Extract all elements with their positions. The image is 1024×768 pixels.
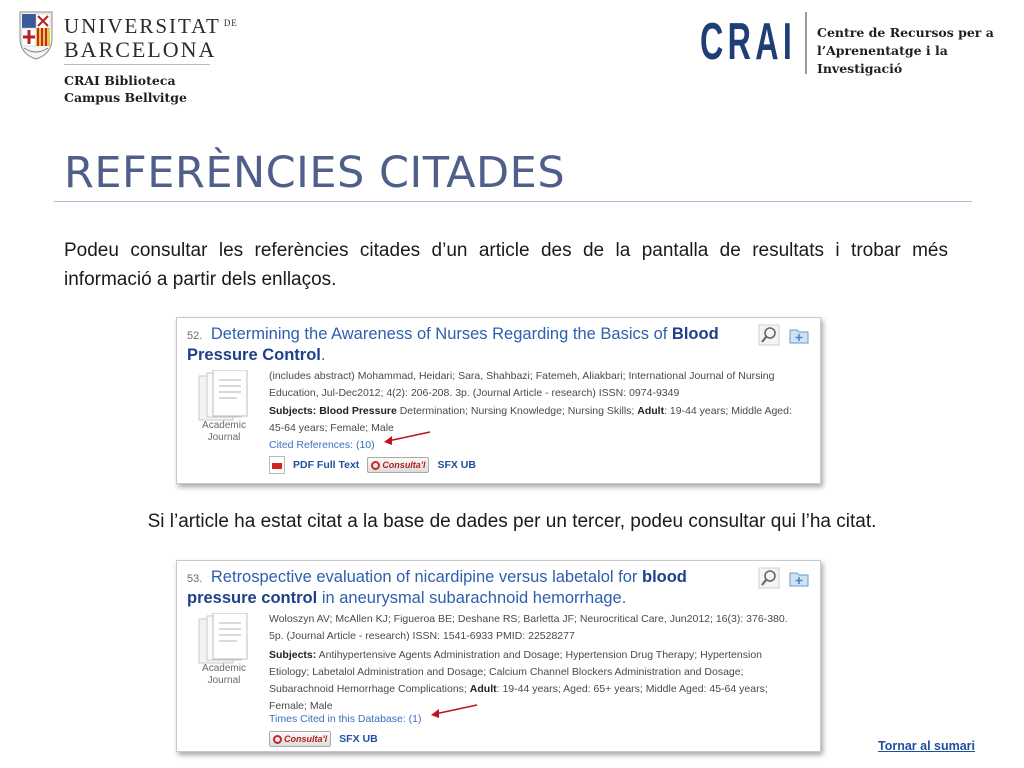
library-name: CRAI Biblioteca Campus Bellvitge — [64, 73, 187, 105]
consulta-logo-icon — [371, 461, 380, 470]
result-citation: Woloszyn AV; McAllen KJ; Figueroa BE; Deshane RS; Barletta JF; Neurocritical Care, Jun2012; 16(3): 376-380. 5p. (Journal Article - research) ISSN: 1541-6933 PMID: 22528277 — [269, 613, 788, 642]
result-card-52 — [176, 317, 821, 484]
preview-magnifier-icon[interactable] — [758, 324, 780, 346]
preview-magnifier-icon[interactable] — [758, 567, 780, 589]
cited-by-paragraph: Si l’article ha estat citat a la base de dades per un tercer, podeu consultar qui l’ha citat. — [147, 511, 877, 532]
intro-paragraph: Podeu consultar les referències citades d’un article des de la pantalla de resultats i trobar més informació a partir dels enllaços. — [64, 240, 948, 290]
result-title[interactable]: 52. Determining the Awareness of Nurses Regarding the Basics of Blood Pressure Control. — [187, 325, 719, 364]
result-subjects: Subjects: Antihypertensive Agents Administration and Dosage; Hypertension Drug Therapy; Hypertension Etiology; Labetalol Administration and Dosage; Calcium Channel Blockers Administration and Dosage; Subarachnoid Hemorrhage Complications; Adult: 19-44 years; Aged: 65+ years; Middle Aged: 45-64 years; Female; Male — [269, 649, 768, 712]
universitat-barcelona-logo — [18, 8, 238, 68]
times-cited-link[interactable]: Times Cited in this Database: (1) — [269, 713, 422, 725]
back-to-summary-link[interactable]: Tornar al sumari — [878, 739, 976, 753]
crai-wordmark: CRAI — [700, 13, 797, 71]
consulta-logo-icon — [273, 735, 282, 744]
crai-full-name: Centre de Recursos per a l’Aprenentatge i la Investigació — [817, 25, 994, 76]
page-title: REFERÈNCIES CITADES — [64, 148, 566, 198]
cited-references-link[interactable]: Cited References: (10) — [269, 439, 375, 451]
result-tools — [758, 324, 810, 346]
publication-type: Academic Journal — [202, 420, 246, 443]
ub-name-line1: UNIVERSITAT $^{DE}$ — [64, 14, 238, 38]
result-subjects: Subjects: Blood Pressure Determination; Nursing Knowledge; Nursing Skills; Adult: 19-44 years; Middle Aged: 45-64 years; Female; Male — [269, 405, 792, 434]
result-card-53 — [176, 560, 821, 752]
add-to-folder-icon[interactable] — [788, 324, 810, 346]
ub-name-line2: BARCELONA — [64, 37, 217, 62]
pointer-arrow-icon — [429, 703, 479, 719]
result-number: 52. — [187, 330, 203, 342]
result-citation: (includes abstract) Mohammad, Heidari; Sara, Shahbazi; Fatemeh, Aliakbari; International Journal of Nursing Education, Jul-Dec2012; 4(2): 206-208. 3p. (Journal Article - research) ISSN: 0974-9349 — [269, 370, 775, 399]
fulltext-row — [269, 456, 476, 474]
result-title[interactable]: 53. Retrospective evaluation of nicardipine versus labetalol for blood pressure control in aneurysmal subarachnoid hemorrhage. — [187, 568, 687, 607]
result-number: 53. — [187, 573, 203, 585]
title-underline — [54, 201, 972, 202]
sfx-ub-link[interactable]: SFX UB — [437, 459, 476, 471]
pdf-icon — [269, 456, 285, 474]
result-tools — [758, 567, 810, 589]
crai-logo-divider — [805, 12, 807, 74]
fulltext-row — [269, 731, 378, 747]
pointer-arrow-icon — [382, 430, 432, 446]
publication-type: Academic Journal — [202, 663, 246, 686]
consulta-button[interactable]: Consulta'l — [269, 731, 331, 747]
consulta-button[interactable]: Consulta'l — [367, 457, 429, 473]
sfx-ub-link[interactable]: SFX UB — [339, 733, 378, 745]
header-divider — [64, 64, 210, 65]
pdf-full-text-link[interactable]: PDF Full Text — [293, 459, 360, 471]
add-to-folder-icon[interactable] — [788, 567, 810, 589]
ub-shield-icon — [18, 8, 54, 60]
